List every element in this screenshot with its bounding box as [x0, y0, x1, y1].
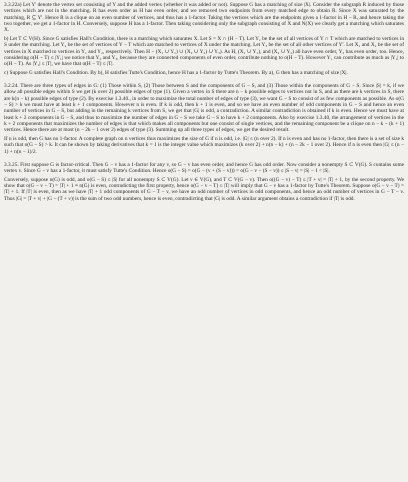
paragraph-3-2-24-odd-even: If n is odd, then G has no 1-factor. A complete graph on n vertices thus maximizes the size of G if n is odd, i.e. |G| ≤ (n over 2). If n is even and has no 1-factor, then there is a set of size k such that o(G − S) > k. It can be shown by taking derivatives that k = 1 is the integer value which maximizes (k over 2) + n(n − k) + (n − 2k − 1 over 2). Hence if n is even then |G| ≤ (n − 1) + n(n − 1)/2.: [4, 136, 404, 155]
solution-3-3-25: [4, 162, 404, 202]
paragraph-3-3-22-c: c) Suppose G satisfies Hall's Condition. By b), H satisfies Tutte's Condition, hence H has a 1-factor by Tutte's Theorem. By a), G then has a matching of size |X|.: [4, 70, 348, 77]
solution-3-3-22: [4, 2, 404, 76]
document-page: [4, 2, 404, 478]
paragraph-3-3-22-b: b) Let T ⊂ V(H). Since G satisfies Hall's Condition, there is a matching which saturates X. Let S = X ∩ (H − T). Let Y₁ be the set of all vertices of Y ∩ T which are matched to vertices in S under the matching. Let Y₂ be the set of vertices of Y − T which are matched to vertices of X under the matching. Let Y₃ be the set of all other vertices of Y'. Let X₁ and X₂ be the set of vertices in X matched to vertices in Y₁ and Y₂, respectively. Then H − (X₁ ∪ Y₁) ∪ (X₂ ∪ Y₂) ∪ Y₃). As H, (X₁ ∪ Y₁), and (X₂ ∪ Y₂) all have even order, Y₃ has even order, too. Hence, considering o(H − T) ≤ |Y₁| we notice that Y₂ and Y₃, because they are connected components of even order, contribute nothing to o(H − T). However Y₁ can contribute as much as |Y₁| to o(H − T). As |Y₁| ≤ |T|, we have that o(H − T) ≤ |T|.: [4, 36, 404, 68]
paragraph-3-3-22-a: 3.3.22a) Let Y' denote the vertex set consisting of Y and the added vertex (whether it was added or not). Suppose G has a matching of size |X|. Consider the subgraph R induced by those vertices which are not in the matching. R has even order as H has even order, and we removed two endpoints from every matched edge to obtain R. Since X was saturated by the matching, R ⊆ Y'. Hence R is a clique on an even number of vertices, and thus has a 1-factor. Taking the vertices which are the endpoints gives a 1-factor in H − R, and hence taking the two together, we get a 1-factor in H. Conversely, suppose H has a 1-factor. Then taking considering only the subgraph consisting of X and N(X) we clearly get a matching which saturates X.: [4, 2, 404, 34]
paragraph-3-2-24-main: 3.2.24. There are three types of edges in G: (1) Those within S, (2) Those between S and the components of G − S, and (3) Those within the components of G − S. Since |S| = k, if we allow all possible edges within S we get (k over 2) possible edges of type (1). Given a vertex in S there are n − k possible edges to vertices not in S, and as there are k vertices in S, there are k(n − k) possible edges of type (2). By exercise 1.3.40., in order to maximize the total number of edges of type (3), we want G − S to consist of as few components as possible. As o(G − S) > k we must have at least k + 1 components. However n is even. If k is odd, then k + 1 is even, and so we have an even number of odd components in G − S and hence an even number of vertices in G − S, but adding in the remaining k vertices from S, we get that |G| is odd, a contradiction. A similar contradiction is obtained if k is even. Hence we must have at least k + 2 components in G − S, and thus to maximize the number of edges in G − S we take G − S to have k + 2 components. Also by exercise 1.3.40, the arrangement of vertices in the k + 2 components that maximizes the number of edges is that which makes all components but one consist of single vertices, and the remaining component be a clique on n − k − (k + 1) vertices. Hence there are at most (n − 2k − 1 over 2) edges of type (3). Summing up all three types of edges, we get the desired result.: [4, 83, 404, 134]
solution-3-2-24: [4, 83, 404, 155]
paragraph-3-3-25-converse: Conversely, suppose n(G) is odd, and o(G − S) ≤ |S| for all nonempty S ⊂ V(G). Let v ∈ V(G), and T ⊂ V(G − v). Then o((G − v) − T) ≤ |T + v| = |T| + 1, by the second property. We show that o(G − v − T) = |T| + 1 ≡ n(G) is even, contradicting the first property, hence o(G − v − T) ≤ |T| will imply that G − v has a 1-factor by Tutte's Theorem. Suppose o(G − v − T) = |T| + 1. If |T| is even, then as we have |T| + 1 odd components of G − T − v, we have an odd number of vertices in odd components, and hence an odd number of vertices in G − T − v. Thus |G| = |T + v| + |G − (T + v)| is the sum of two odd numbers, hence is even, contradicting that |G| is odd. A similar argument obtains a contradiction if |T| is odd.: [4, 176, 404, 202]
paragraph-3-3-25-forward: 3.3.25. First suppose G is factor-critical. Then G − v has a 1-factor for any v, so G − v has even order, and hence G has odd order. Now consider a nonempty S ⊂ V(G). S contains some vertex v. Since G − v has a 1-factor, it must satisfy Tutte's Condition. Hence o(G − S) = o(G − (v + (S − v))) = o(G − v − (S − v)) ≤ |S − v| = |S| − 1 < |S|.: [4, 161, 404, 174]
